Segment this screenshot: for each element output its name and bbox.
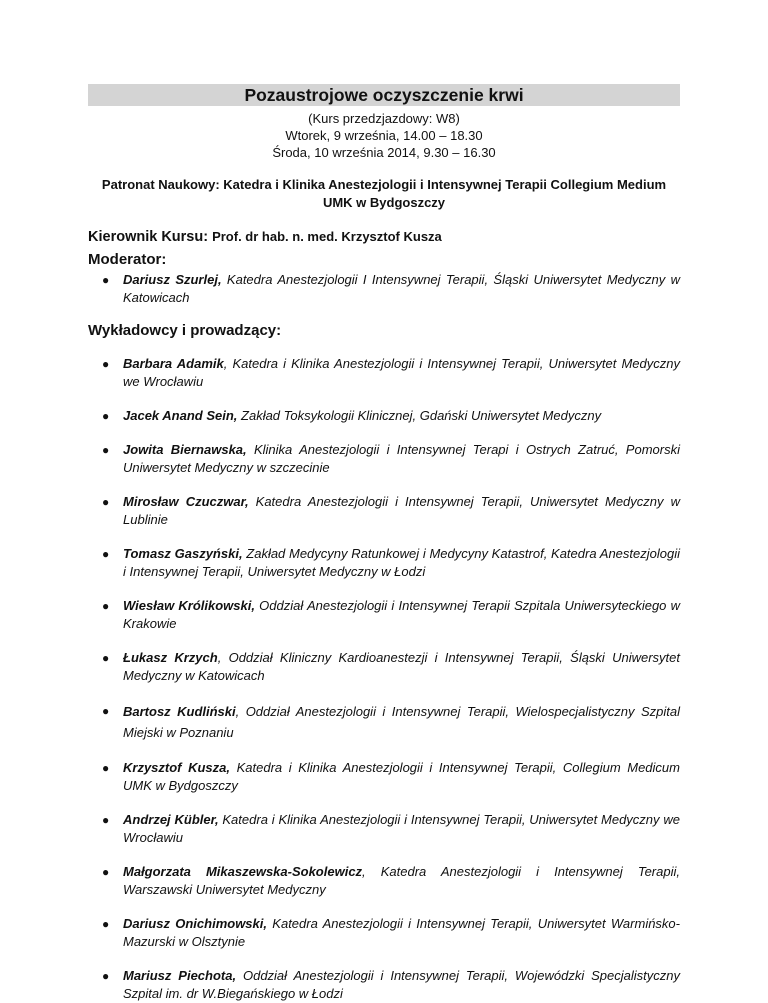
list-item [88,545,680,581]
person-affiliation: Katedra i Klinika Anestezjologii i Intensywnej Terapii, Collegium Medicum UMK w Bydgoszczy [123,760,680,793]
list-item [88,915,680,951]
bullet-icon: ● [102,761,110,775]
course-date-1: Wtorek, 9 września, 14.00 – 18.30 [285,128,483,143]
person-name: Tomasz Gaszyński, [123,546,243,561]
course-director [88,229,680,245]
lecturers-heading: Wykładowcy i prowadzący: [88,322,282,339]
person-affiliation: Zakład Toksykologii Klinicznej, Gdański Uniwersytet Medyczny [237,408,602,423]
list-item [88,967,680,1003]
list-item [88,407,680,425]
bullet-icon: ● [102,409,110,423]
bullet-icon: ● [102,704,110,718]
bullet-icon: ● [102,547,110,561]
person-affiliation: , Oddział Kliniczny Kardioanestezji i Intensywnej Terapii, Śląski Uniwersytet Medyczny w Katowicach [123,650,680,683]
bullet-icon: ● [102,969,110,983]
person-affiliation: Oddział Anestezjologii i Intensywnej Terapii Szpitala Uniwersyteckiego w Krakowie [123,598,680,631]
person-affiliation: Klinika Anestezjologii i Intensywnej Terapi i Ostrych Zatruć, Pomorski Uniwersytet Medyczny w szczecinie [123,442,680,475]
document-title: Pozaustrojowe oczyszczenie krwi [88,84,680,106]
person-name: Barbara Adamik [123,356,224,371]
list-item [88,441,680,477]
bullet-icon: ● [102,443,110,457]
list-item [88,863,680,899]
person-name: Mirosław Czuczwar, [123,494,249,509]
course-date-2: Środa, 10 września 2014, 9.30 – 16.30 [272,145,496,160]
course-director-label: Kierownik Kursu: [88,229,209,245]
scientific-patronage: Patronat Naukowy: Katedra i Klinika Anestezjologii i Intensywnej Terapii Collegium Medium UMK w Bydgoszczy [101,177,667,210]
lecturers-list [88,355,680,1003]
person-affiliation: Katedra Anestezjologii I Intensywnej Terapii, Śląski Uniwersytet Medyczny w Katowicach [123,272,680,305]
course-director-name: Prof. dr hab. n. med. Krzysztof Kusza [212,229,442,244]
person-affiliation: Katedra Anestezjologii i Intensywnej Terapii, Uniwersytet Medyczny w Lublinie [123,494,680,527]
document-page [88,84,680,1003]
person-name: Łukasz Krzych [123,650,218,665]
list-item [88,759,680,795]
person-affiliation: Zakład Medycyny Ratunkowej i Medycyny Katastrof, Katedra Anestezjologii i Intensywnej Terapii, Uniwersytet Medyczny w Łodzi [123,546,680,579]
person-affiliation: , Katedra i Klinika Anestezjologii i Intensywnej Terapii, Uniwersytet Medyczny we Wrocławiu [123,356,680,389]
list-item [88,597,680,633]
person-affiliation: , Katedra Anestezjologii i Intensywnej Terapii, Warszawski Uniwersytet Medyczny [123,864,680,897]
person-name: Jowita Biernawska, [123,442,247,457]
person-name: Wiesław Królikowski, [123,598,255,613]
list-item [88,493,680,529]
bullet-icon: ● [102,273,110,287]
person-name: Krzysztof Kusza, [123,760,230,775]
person-name: Małgorzata Mikaszewska-Sokolewicz [123,864,363,879]
list-item [88,271,680,307]
list-item [88,701,680,743]
bullet-icon: ● [102,495,110,509]
person-affiliation: Katedra i Klinika Anestezjologii i Intensywnej Terapii, Uniwersytet Medyczny we Wrocławiu [123,812,680,845]
bullet-icon: ● [102,813,110,827]
person-affiliation: Oddział Anestezjologii i Intensywnej Terapii, Wojewódzki Specjalistyczny Szpital im. dr W.Biegańskiego w Łodzi [123,968,681,1001]
course-code: (Kurs przedzjazdowy: W8) [308,111,460,126]
person-affiliation: Katedra Anestezjologii i Intensywnej Terapii, Uniwersytet Warmińsko-Mazurski w Olsztynie [123,916,680,949]
moderator-heading: Moderator: [88,251,167,268]
bullet-icon: ● [102,917,110,931]
moderator-list [88,271,680,307]
person-affiliation: , Oddział Anestezjologii i Intensywnej Terapii, Wielospecjalistyczny Szpital Miejski w Poznaniu [123,704,680,740]
bullet-icon: ● [102,599,110,613]
list-item [88,355,680,391]
list-item [88,811,680,847]
bullet-icon: ● [102,651,110,665]
person-name: Bartosz Kudliński [123,704,236,719]
person-name: Andrzej Kübler, [123,812,219,827]
person-name: Mariusz Piechota, [123,968,237,983]
bullet-icon: ● [102,865,110,879]
person-name: Dariusz Szurlej, [123,272,222,287]
person-name: Dariusz Onichimowski, [123,916,267,931]
bullet-icon: ● [102,357,110,371]
list-item [88,649,680,685]
person-name: Jacek Anand Sein, [123,408,238,423]
